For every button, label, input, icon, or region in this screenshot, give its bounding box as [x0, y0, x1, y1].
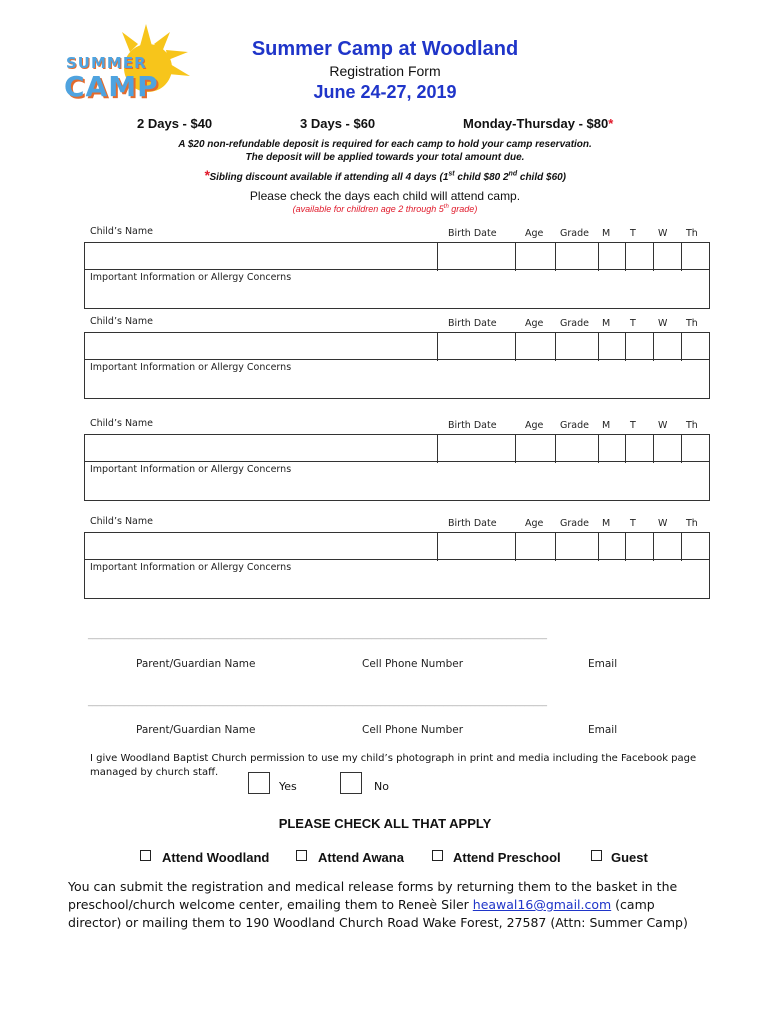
column-divider [437, 533, 438, 561]
child-info-row[interactable] [84, 532, 710, 560]
day-m-label: M [602, 318, 611, 329]
childs-name-label: Child’s Name [90, 516, 153, 527]
price-mon-thu [463, 116, 613, 131]
day-th-label: Th [686, 318, 698, 329]
column-divider [598, 333, 599, 361]
attend-woodland-checkbox[interactable] [140, 850, 151, 861]
grade-label: Grade [560, 518, 589, 529]
birth-date-label: Birth Date [448, 318, 497, 329]
guardian-line-2[interactable]: ______________________________________________________________________________________________________ [88, 697, 547, 707]
day-th-label: Th [686, 518, 698, 529]
sibling-star: * [203, 167, 210, 183]
important-info-label: Important Information or Allergy Concerns [90, 562, 292, 573]
guest-label: Guest [611, 850, 648, 865]
column-divider [653, 243, 654, 271]
cell-phone-label-1: Cell Phone Number [362, 658, 464, 670]
childs-name-label: Child’s Name [90, 418, 153, 429]
column-divider [681, 333, 682, 361]
grade-label: Grade [560, 228, 589, 239]
day-m-label: M [602, 228, 611, 239]
attend-awana-label: Attend Awana [318, 850, 404, 865]
column-divider [515, 435, 516, 463]
column-divider [625, 243, 626, 271]
footer-text-a: You can submit the registration and medical release forms by returning them to the basket in the preschool/church welcome center, emailing them to Reneè Siler [68, 879, 678, 912]
price-mon-thu-label: Monday-Thursday - $80 [463, 116, 609, 131]
submission-instructions [68, 878, 708, 932]
column-divider [555, 243, 556, 271]
photo-permission-text: I give Woodland Baptist Church permission to use my child’s photograph in print and media including the Facebook page managed by church staff. [90, 753, 697, 778]
sibling-text-a: Sibling discount available if attending all 4 days (1 [209, 172, 449, 183]
day-w-label: W [658, 228, 668, 239]
column-divider [437, 243, 438, 271]
attend-awana-checkbox[interactable] [296, 850, 307, 861]
age-label: Age [525, 420, 544, 431]
column-divider [555, 435, 556, 463]
age-label: Age [525, 518, 544, 529]
child-info-row[interactable] [84, 434, 710, 462]
availability-b: grade) [448, 204, 478, 214]
logo-summer-text: SUMMER [66, 54, 147, 72]
sibling-nd: nd [508, 170, 518, 178]
check-days-instruction: Please check the days each child will attend camp. [249, 189, 521, 203]
permission-no-label: No [374, 780, 389, 793]
grade-label: Grade [560, 318, 589, 329]
logo-camp-text: CAMP [64, 70, 159, 103]
apply-heading: PLEASE CHECK ALL THAT APPLY [278, 816, 492, 831]
birth-date-label: Birth Date [448, 420, 497, 431]
guest-checkbox[interactable] [591, 850, 602, 861]
column-divider [437, 333, 438, 361]
column-divider [625, 333, 626, 361]
birth-date-label: Birth Date [448, 228, 497, 239]
column-divider [598, 435, 599, 463]
column-divider [681, 243, 682, 271]
column-divider [653, 533, 654, 561]
column-divider [598, 243, 599, 271]
important-info-label: Important Information or Allergy Concerns [90, 362, 292, 373]
email-label-1: Email [588, 658, 618, 670]
attend-preschool-checkbox[interactable] [432, 850, 443, 861]
permission-no-checkbox[interactable] [340, 772, 362, 794]
attend-preschool-label: Attend Preschool [453, 850, 561, 865]
child-block-1 [84, 226, 710, 310]
price-three-days: 3 Days - $60 [300, 116, 376, 131]
sibling-text-c: child $60) [517, 172, 567, 183]
day-th-label: Th [686, 420, 698, 431]
day-w-label: W [658, 318, 668, 329]
parent-name-label-1: Parent/Guardian Name [136, 658, 256, 670]
permission-yes-label: Yes [279, 780, 297, 793]
age-label: Age [525, 228, 544, 239]
email-label-2: Email [588, 724, 618, 736]
director-email-link[interactable]: heawal16@gmail.com [472, 897, 612, 912]
important-info-label: Important Information or Allergy Concerns [90, 464, 292, 475]
day-th-label: Th [686, 228, 698, 239]
day-w-label: W [658, 420, 668, 431]
price-star: * [608, 116, 614, 131]
child-block-3 [84, 418, 710, 502]
column-divider [681, 435, 682, 463]
column-divider [681, 533, 682, 561]
day-t-label: T [630, 420, 636, 431]
column-divider [555, 333, 556, 361]
day-t-label: T [630, 518, 636, 529]
birth-date-label: Birth Date [448, 518, 497, 529]
child-block-2 [84, 316, 710, 400]
parent-name-label-2: Parent/Guardian Name [136, 724, 256, 736]
day-m-label: M [602, 518, 611, 529]
childs-name-label: Child’s Name [90, 316, 153, 327]
important-info-label: Important Information or Allergy Concerns [90, 272, 292, 283]
attend-woodland-label: Attend Woodland [162, 850, 270, 865]
sibling-text-b: child $80 2 [454, 172, 509, 183]
deposit-note-2: The deposit will be applied towards your total amount due. [245, 152, 525, 163]
child-block-4 [84, 516, 710, 600]
cell-phone-label-2: Cell Phone Number [362, 724, 464, 736]
column-divider [653, 333, 654, 361]
availability-a: (available for children age 2 through 5 [292, 204, 444, 214]
guardian-line-1[interactable]: ______________________________________________________________________________________________________ [88, 630, 547, 640]
sibling-discount-note [0, 167, 770, 183]
day-w-label: W [658, 518, 668, 529]
availability-th: th [443, 204, 449, 210]
column-divider [437, 435, 438, 463]
camp-dates: June 24-27, 2019 [313, 82, 457, 102]
sibling-st: st [448, 170, 455, 178]
day-t-label: T [630, 318, 636, 329]
footer-text-b: (camp director) or mailing them to 190 Woodland Church Road Wake Forest, 27587 (Attn: Summer Camp) [68, 897, 688, 930]
price-two-days: 2 Days - $40 [137, 116, 213, 131]
column-divider [625, 435, 626, 463]
column-divider [598, 533, 599, 561]
column-divider [515, 243, 516, 271]
day-m-label: M [602, 420, 611, 431]
permission-yes-checkbox[interactable] [248, 772, 270, 794]
column-divider [625, 533, 626, 561]
column-divider [555, 533, 556, 561]
form-subtitle: Registration Form [329, 63, 441, 79]
age-label: Age [525, 318, 544, 329]
child-info-row[interactable] [84, 332, 710, 360]
column-divider [515, 333, 516, 361]
day-t-label: T [630, 228, 636, 239]
availability-note [0, 204, 770, 214]
deposit-note-1: A $20 non-refundable deposit is required for each camp to hold your camp reservation. [178, 139, 592, 150]
childs-name-label: Child’s Name [90, 226, 153, 237]
column-divider [653, 435, 654, 463]
grade-label: Grade [560, 420, 589, 431]
column-divider [515, 533, 516, 561]
form-title: Summer Camp at Woodland [251, 38, 519, 60]
child-info-row[interactable] [84, 242, 710, 270]
